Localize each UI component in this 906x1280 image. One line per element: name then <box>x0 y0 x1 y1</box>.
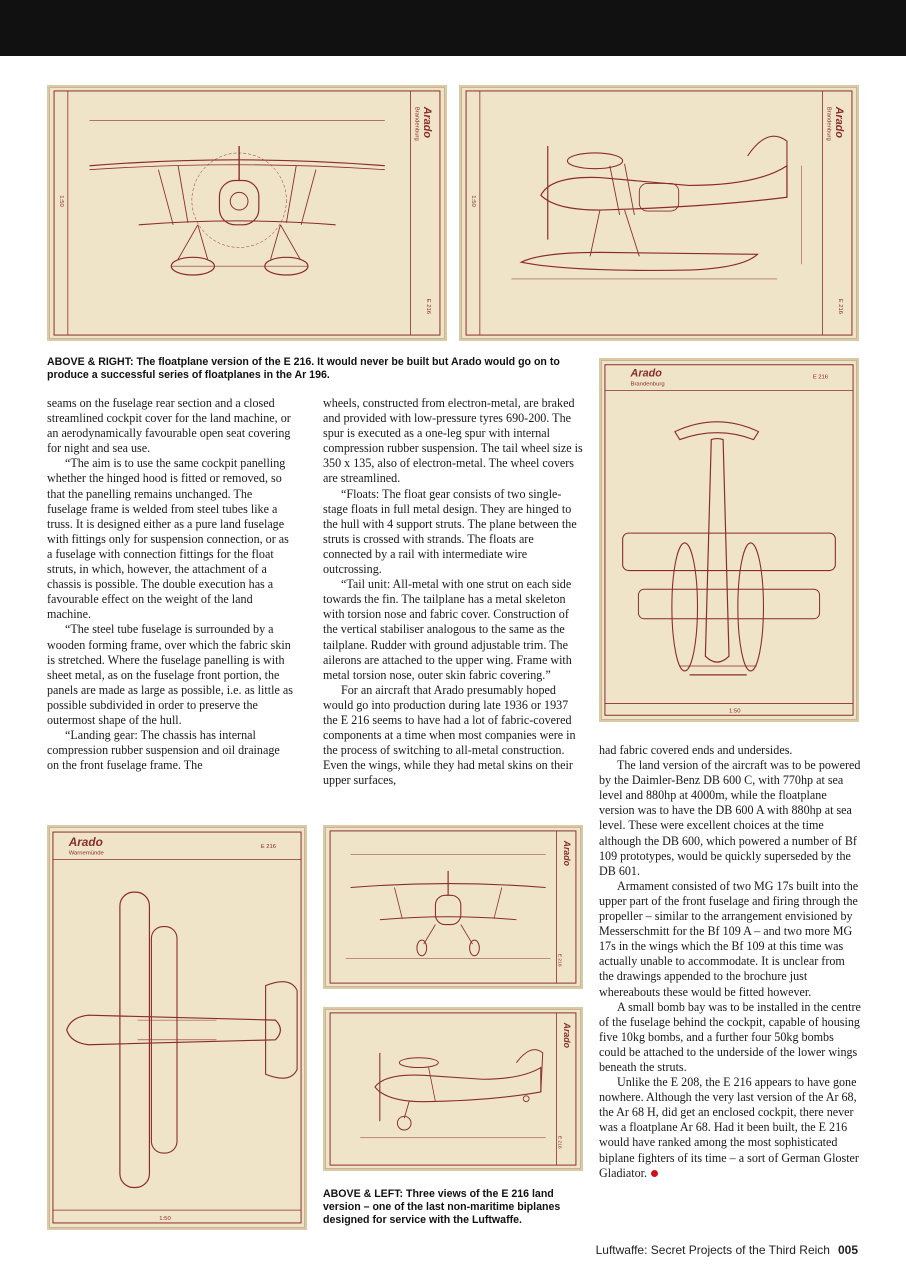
land-version-side-view-drawing <box>323 1007 583 1171</box>
publication-title: Luftwaffe: Secret Projects of the Third Reich <box>595 1243 830 1257</box>
text-column-2 <box>323 396 585 788</box>
col1-paragraph: seams on the fuselage rear section and a closed streamlined cockpit cover for the land machine, or an aerodynamically favourable open seat covering for night and sea use. <box>47 396 291 456</box>
plate3-code: E 216 <box>812 374 829 381</box>
plate4-brand-sub: Warnemünde <box>68 850 104 857</box>
col2-paragraph: For an aircraft that Arado presumably hoped would go into production during late 1936 or 1937 the E 216 seems to have had a lot of fabric-covered components at a time when most companies were in the process of switching to all-metal construction. Even the wings, while they had metal skins on their upper surfaces, <box>323 682 576 788</box>
plate3-brand-sub: Brandenburg <box>630 381 665 388</box>
col1-paragraph: “The aim is to use the same cockpit panelling whether the hinged hood is fitted or removed, so that the panelling remains unchanged. The fuselage frame is welded from steel tubes like a truss. It is designed either as a pure land fuselage with fittings only for suspension connection, or as a fuselage with connection fittings for the float struts, in which, however, the attachment of a chassis is possible. The double execution has a favourable effect on the weight of the land machine. <box>47 456 289 622</box>
plate2-brand-sub: Brandenburg <box>825 106 832 141</box>
text-column-3 <box>599 743 861 1181</box>
plate1-brand-sub: Brandenburg <box>413 106 420 141</box>
col3-paragraph: A small bomb bay was to be installed in the centre of the fuselage behind the cockpit, capable of housing five 10kg bombs, and a further four 50kg bombs could be attached to the underside of the lower wings beneath the struts. <box>599 999 861 1074</box>
plate6-brand: Arado <box>562 1022 573 1048</box>
plate1-code: E 216 <box>425 298 432 315</box>
col2-paragraph: “Floats: The float gear consists of two single-stage floats in full metal design. They are hinged to the hull with 4 support struts. The plane between the struts is crossed with strands. The floats are connected by a rail with intermediate wire outcrossing. <box>323 486 577 577</box>
col1-paragraph: “Landing gear: The chassis has internal compression rubber suspension and oil drainage on the front fuselage frame. The <box>47 728 280 773</box>
top-view-svg <box>601 360 857 720</box>
col2-paragraph: wheels, constructed from electron-metal, are braked and provided with low-pressure tyres 690-200. The spur is executed as a one-leg spur with internal compression rubber suspension. The tail wheel size is 350 x 135, also of electron-metal. The wheel covers are streamlined. <box>323 396 583 486</box>
text-column-1 <box>47 396 294 773</box>
plate6-code: E 216 <box>556 1135 562 1149</box>
page-footer <box>596 1243 858 1257</box>
plate3-scale: 1:50 <box>729 708 741 715</box>
plate4-code: E 216 <box>260 843 277 850</box>
land-version-front-view-drawing <box>323 825 583 989</box>
front-view-svg <box>49 87 445 339</box>
plate1-scale: 1:50 <box>57 195 64 207</box>
plate5-brand: Arado <box>562 840 573 866</box>
plate5-code: E 216 <box>556 953 562 967</box>
top-caption: ABOVE & RIGHT: The floatplane version of the E 216. It would never be built but Arado would go on to produce a successful series of floatplanes in the Ar 196. <box>47 356 560 381</box>
end-of-article-bullet <box>651 1170 658 1177</box>
side-view-svg <box>461 87 857 339</box>
land-top-view-svg <box>49 827 305 1228</box>
plate2-code: E 216 <box>837 298 844 315</box>
plate3-brand: Arado <box>630 367 662 380</box>
col2-paragraph: “Tail unit: All-metal with one strut on each side towards the fin. The tailplane has a metal skeleton with torsion nose and fabric cover. Construction of the vertical stabiliser analogous to the same as the tailplane. Rudder with ground adjustable trim. The ailerons are attached to the upper wing. Frame with metal torsion nose, outer skin fabric covering.” <box>323 577 572 682</box>
col3-paragraph <box>599 1075 861 1181</box>
col1-paragraph: “The steel tube fuselage is surrounded by a wooden forming frame, over which the fabric skin is stretched. Where the fuselage panelling is with sheet metal, as on the fuselage front portion, the panels are made as large as possible, i.e. as little as possible subdivided in order to preserve the outermost shape of the hull. <box>47 622 293 727</box>
col3-paragraph: Armament consisted of two MG 17s built into the upper part of the front fuselage and firing through the propeller – similar to the arrangement envisioned by Messerschmitt for the Bf 109 A – and two more MG 17s in the wings which the Bf 109 at this time was actually unable to accommodate. It is unclear from the drawings appended to the brochure just whereabouts these would be fitted however. <box>599 878 859 999</box>
plate2-brand: Arado <box>833 106 846 138</box>
col3-last-paragraph-text: Unlike the E 208, the E 216 appears to have gone nowhere. Although the very last version of the Ar 68, the Ar 68 H, did get an enclosed cockpit, there never was a floatplane Ar 68. Had it been built, the E 216 would have ranked among the most sophisticated biplane fighters of its time – a sort of German Gloster Gladiator. <box>599 1075 859 1180</box>
land-version-top-view-drawing <box>47 825 307 1230</box>
floatplane-front-view-drawing <box>47 85 447 341</box>
plate2-scale: 1:50 <box>469 195 476 207</box>
plate1-brand: Arado <box>421 106 434 138</box>
floatplane-top-view-drawing <box>599 358 859 722</box>
bottom-caption: ABOVE & LEFT: Three views of the E 216 land version – one of the last non-maritime biplanes designed for service with the Luftwaffe. <box>323 1188 561 1226</box>
top-black-bar <box>0 0 906 56</box>
land-side-view-svg <box>325 1009 581 1169</box>
plate4-scale: 1:50 <box>159 1215 171 1222</box>
floatplane-side-view-drawing <box>459 85 859 341</box>
land-front-view-svg <box>325 827 581 987</box>
page-number: 005 <box>837 1243 858 1257</box>
col3-paragraph: had fabric covered ends and undersides. <box>599 743 793 757</box>
plate4-brand: Arado <box>68 834 103 849</box>
col3-paragraph: The land version of the aircraft was to be powered by the Daimler-Benz DB 600 C, with 770hp at sea level and 880hp at 4000m, while the floatplane version was to have the DB 600 A with 880hp at sea level. These were excellent choices at the time although the DB 600, which powered a number of Bf 109 prototypes, would be quickly superseded by the DB 601. <box>599 758 861 878</box>
